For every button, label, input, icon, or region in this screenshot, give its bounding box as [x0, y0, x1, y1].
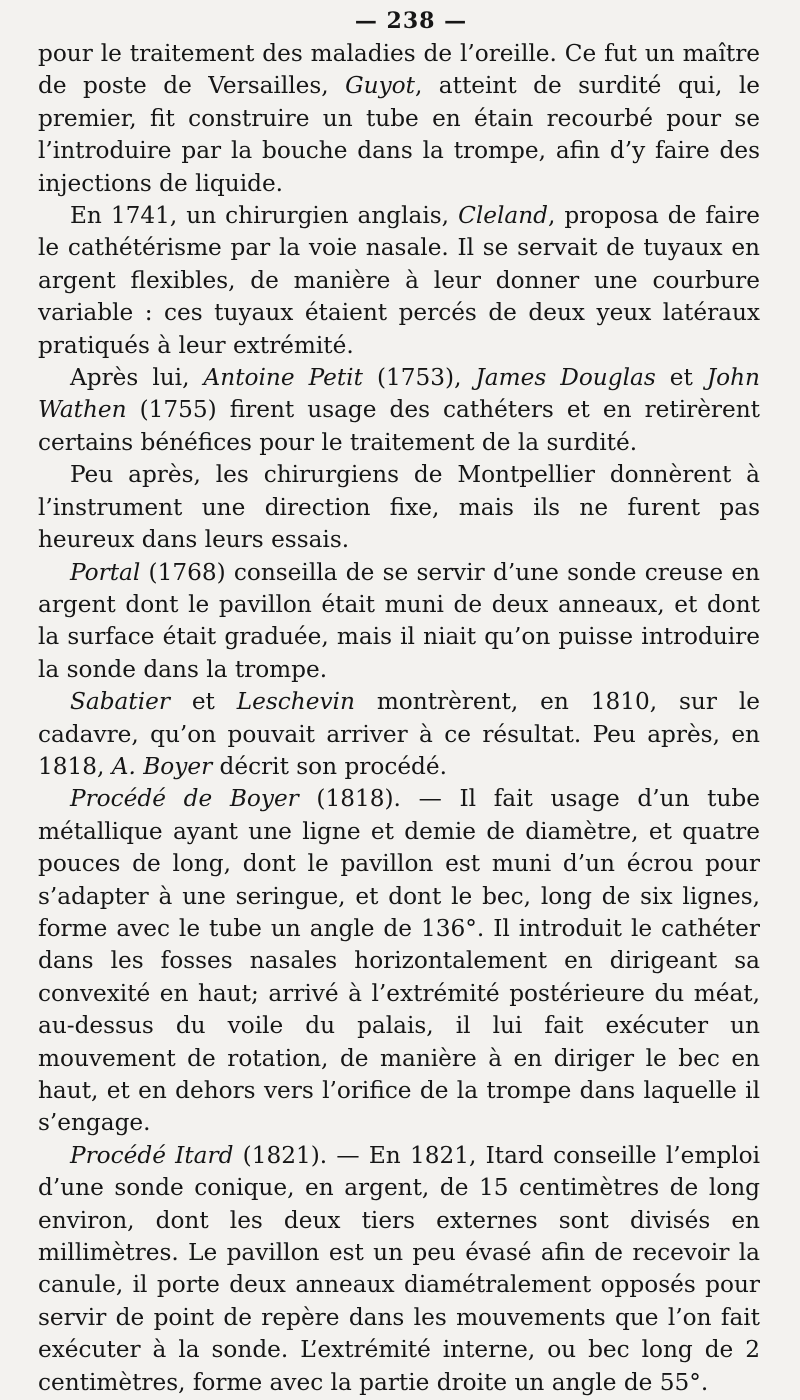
- text-run: (1821). — En 1821, Itard conseille l’emploi d’une sonde conique, en argent, de 15 centimètres de long environ, dont les deux tiers externes sont divisés en millimètres. Le pavillon est un peu évasé afin de recevoir la canule, il porte deux anneaux diamétralement opposés pour servir de point de repère dans les mouvements que l’on fait exécuter à la sonde. L’extrémité interne, ou bec long de 2 centimètres, forme avec la partie droite un angle de 55°.: [38, 1141, 760, 1396]
- text-run: Peu après, les chirurgiens de Montpellier donnèrent à l’instrument une direction fixe, mais ils ne furent pas heureux dans leurs essais.: [38, 461, 760, 554]
- text-run: (1818). — Il fait usage d’un tube métallique ayant une ligne et demie de diamètre, et quatre pouces de long, dont le pavillon est muni d’un écrou pour s’adapter à une seringue, et dont le bec, long de six lignes, forme avec le tube un angle de 136°. Il introduit le cathéter dans les fosses nasales horizontalement en dirigeant sa convexité en haut; arrivé à l’extrémité postérieure du méat, au-dessus du voile du palais, il lui fait exécuter un mouvement de rotation, de manière à en diriger le bec en haut, et en dehors vers l’orifice de la trompe dans laquelle il s’engage.: [38, 785, 760, 1137]
- page-number: — 238 —: [354, 8, 468, 34]
- text-run: , proposa de faire le cathétérisme par la voie nasale. Il se servait de tuyaux en argent flexibles, de manière à leur donner une courbure variable : ces tuyaux étaient percés de deux yeux latéraux pratiqués à leur extrémité.: [38, 202, 761, 359]
- text-run: (1753),: [362, 364, 476, 392]
- italic-name: Portal: [70, 558, 141, 586]
- italic-name: Procédé Itard: [70, 1141, 234, 1169]
- italic-name: John Wathen: [38, 364, 760, 424]
- text-run: et: [655, 364, 707, 392]
- text-run: décrit son procédé.: [212, 752, 447, 780]
- text-run: pour le traitement des maladies de l’oreille. Ce fut un maître de poste de Versailles,: [38, 40, 760, 100]
- paragraph: [38, 459, 760, 556]
- text-run: , atteint de surdité qui, le premier, fit construire un tube en étain recourbé pour se l’introduire par la bouche dans la trompe, afin d’y faire des injections de liquide.: [38, 72, 760, 197]
- italic-name: Leschevin: [236, 688, 355, 716]
- italic-name: Guyot: [345, 72, 415, 100]
- italic-name: Cleland: [458, 202, 548, 230]
- paragraph: [38, 557, 760, 687]
- italic-name: Sabatier: [70, 688, 170, 716]
- text-run: et: [169, 688, 237, 716]
- paragraph: [38, 1140, 760, 1399]
- text-run: montrèrent, en 1810, sur le cadavre, qu’on pouvait arriver à ce résultat. Peu après, en 1818,: [38, 688, 760, 780]
- paragraph: [38, 38, 760, 200]
- paragraph: [38, 686, 760, 783]
- paragraph: [38, 200, 760, 362]
- italic-name: James Douglas: [475, 364, 656, 392]
- text-run: (1755) firent usage des cathéters et en retirèrent certains bénéfices pour le traitement de la surdité.: [38, 396, 760, 456]
- paragraph: [38, 783, 760, 1139]
- text-run: Après lui,: [70, 364, 204, 392]
- paragraph: [38, 362, 760, 459]
- text-run: (1768) conseilla de se servir d’une sonde creuse en argent dont le pavillon était muni de deux anneaux, et dont la surface était graduée, mais il niait qu’on puisse introduire la sonde dans la trompe.: [38, 558, 760, 683]
- text-run: En 1741, un chirurgien anglais,: [70, 202, 459, 230]
- italic-name: Procédé de Boyer: [70, 785, 299, 813]
- body-text: [38, 38, 760, 1399]
- italic-name: Antoine Petit: [203, 364, 363, 392]
- italic-name: A. Boyer: [111, 752, 213, 780]
